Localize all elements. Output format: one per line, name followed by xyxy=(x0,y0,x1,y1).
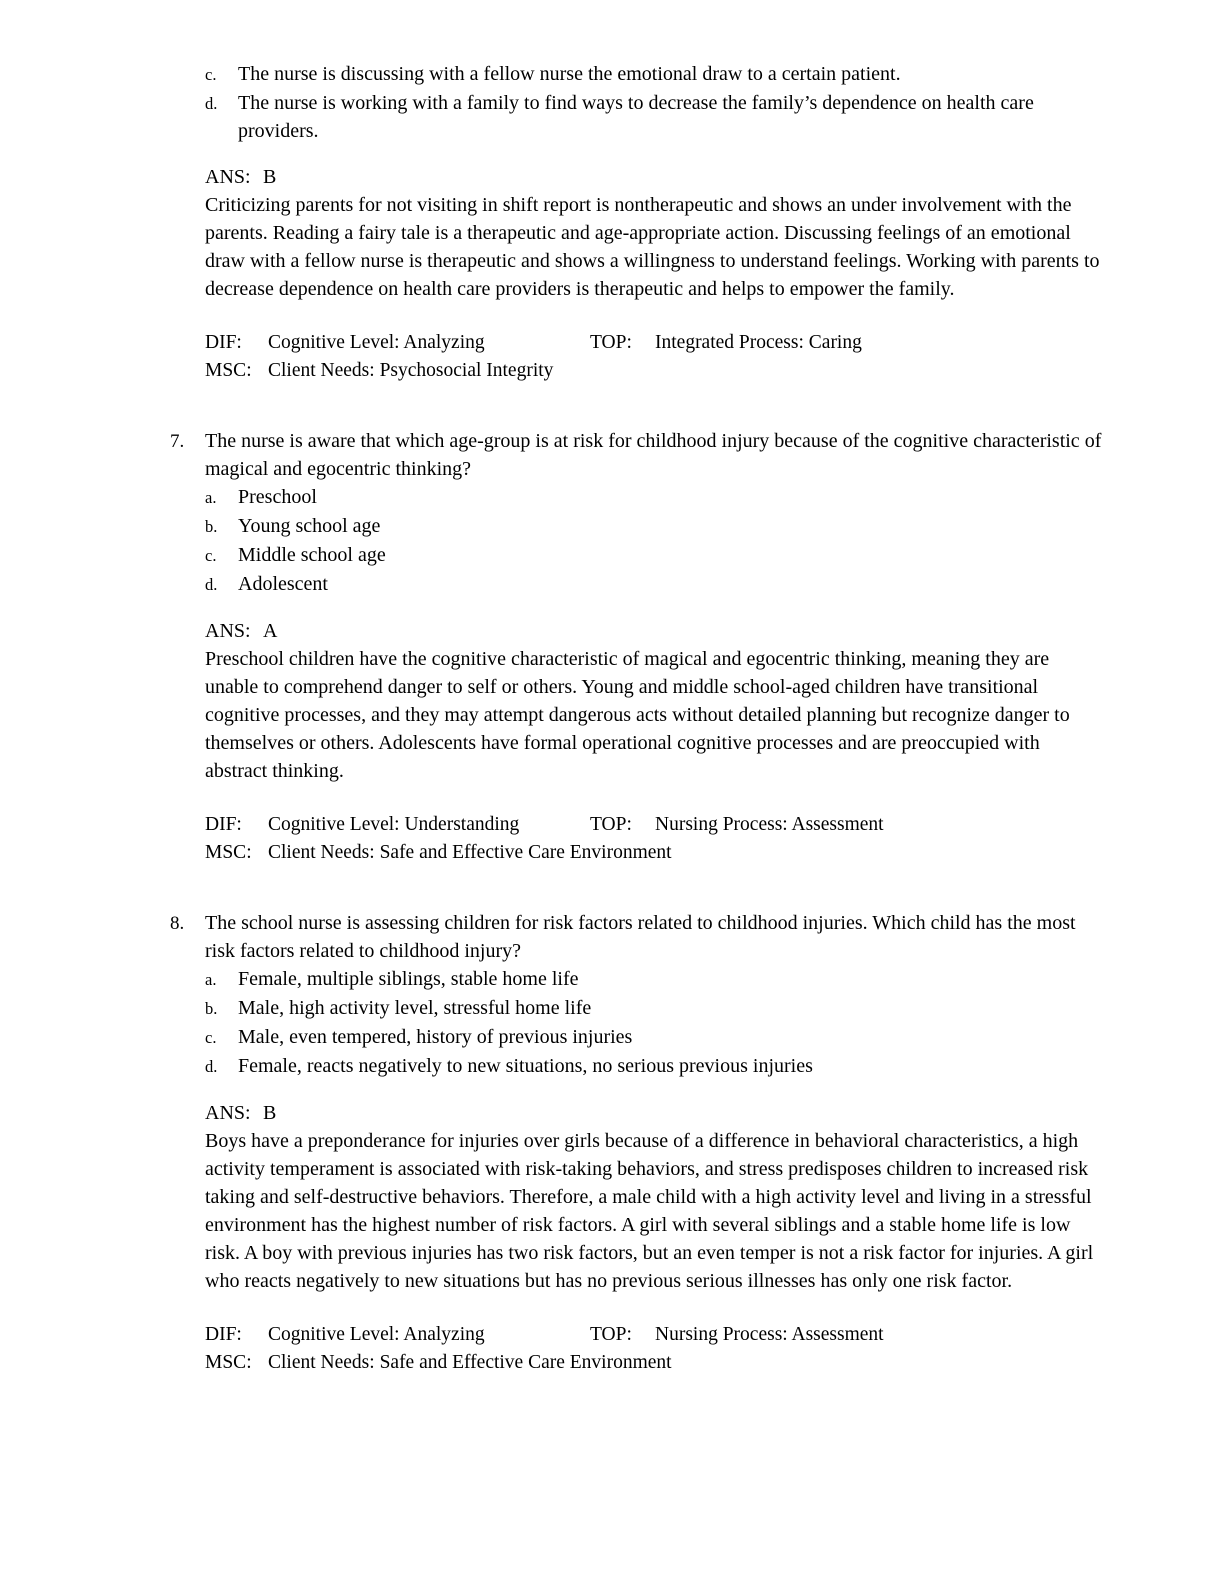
option-text: Male, even tempered, history of previous injuries xyxy=(238,1026,633,1048)
top-value: Nursing Process: Assessment xyxy=(655,1324,884,1345)
answer-value: B xyxy=(263,1102,277,1124)
option-letter: a. xyxy=(205,488,217,507)
answer-line xyxy=(205,1099,1106,1127)
option-letter: d. xyxy=(205,1057,218,1076)
question-stem: The nurse is aware that which age-group is at risk for childhood injury because of the cognitive characteristic of magical and egocentric thinking? xyxy=(205,430,1102,480)
rationale-text: Preschool children have the cognitive characteristic of magical and egocentric thinking, meaning they are unable to comprehend danger to self or others. Young and middle school-aged children have transitional cognitive processes, and they may attempt dangerous acts without detailed planning but recognize danger to themselves or others. Adolescents have formal operational cognitive processes and are preoccupied with abstract thinking. xyxy=(205,648,1070,782)
top-label: TOP: xyxy=(590,1324,632,1345)
msc-label: MSC: xyxy=(205,842,252,863)
metadata-row-dif-top xyxy=(205,811,1106,839)
rationale-text: Boys have a preponderance for injuries over girls because of a difference in behavioral characteristics, a high activity temperament is associated with risk-taking behaviors, and stress predisposes children to increased risk taking and self-destructive behaviors. Therefore, a male child with a high activity level and living in a stressful environment has the highest number of risk factors. A girl with several siblings and a stable home life is low risk. A boy with previous injuries has two risk factors, but an even temper is not a risk factor for injuries. A girl who reacts negatively to new situations but has no previous serious illnesses has only one risk factor. xyxy=(205,1130,1094,1292)
answer-option-c xyxy=(205,541,1106,570)
answer-label: ANS: xyxy=(205,166,251,188)
question-metadata xyxy=(205,329,1106,385)
answer-value: A xyxy=(263,620,278,642)
answer-option-c xyxy=(205,60,1106,89)
top-label: TOP: xyxy=(590,332,632,353)
answer-options xyxy=(205,965,1106,1081)
option-text: Young school age xyxy=(238,515,381,537)
option-letter: d. xyxy=(205,94,218,113)
answer-block xyxy=(205,617,1106,785)
metadata-row-msc xyxy=(205,357,1106,385)
answer-option-a xyxy=(205,965,1106,994)
option-text: Male, high activity level, stressful home life xyxy=(238,997,592,1019)
answer-label: ANS: xyxy=(205,1102,251,1124)
msc-value: Client Needs: Safe and Effective Care Environment xyxy=(268,1352,672,1373)
dif-value: Cognitive Level: Understanding xyxy=(268,814,520,835)
msc-value: Client Needs: Psychosocial Integrity xyxy=(268,360,554,381)
top-value: Nursing Process: Assessment xyxy=(655,814,884,835)
answer-options xyxy=(205,483,1106,599)
answer-option-d xyxy=(205,89,1106,145)
metadata-row-msc xyxy=(205,839,1106,867)
option-letter: b. xyxy=(205,517,218,536)
metadata-row-dif-top xyxy=(205,329,1106,357)
answer-label: ANS: xyxy=(205,620,251,642)
question-number: 8. xyxy=(170,913,185,934)
question-7 xyxy=(170,427,1106,867)
rationale-text: Criticizing parents for not visiting in shift report is nontherapeutic and shows an under involvement with the parents. Reading a fairy tale is a therapeutic and age-appropriate action. Discussing feelings of an emotional draw with a fellow nurse is therapeutic and shows a willingness to understand feelings. Working with parents to decrease dependence on health care providers is therapeutic and helps to empower the family. xyxy=(205,194,1100,300)
option-letter: c. xyxy=(205,65,217,84)
question-number: 7. xyxy=(170,431,185,452)
answer-value: B xyxy=(263,166,277,188)
dif-value: Cognitive Level: Analyzing xyxy=(268,1324,485,1345)
answer-option-b xyxy=(205,512,1106,541)
dif-value: Cognitive Level: Analyzing xyxy=(268,332,485,353)
question-continuation-block xyxy=(205,60,1106,385)
answer-block xyxy=(205,163,1106,303)
question-body xyxy=(205,427,1106,867)
answer-line xyxy=(205,163,1106,191)
option-text: Adolescent xyxy=(238,573,328,595)
msc-label: MSC: xyxy=(205,360,252,381)
option-letter: b. xyxy=(205,999,218,1018)
question-metadata xyxy=(205,811,1106,867)
answer-option-a xyxy=(205,483,1106,512)
option-text: Female, multiple siblings, stable home life xyxy=(238,968,579,990)
answer-option-d xyxy=(205,1052,1106,1081)
option-text: The nurse is discussing with a fellow nurse the emotional draw to a certain patient. xyxy=(238,63,901,85)
answer-option-b xyxy=(205,994,1106,1023)
option-text: The nurse is working with a family to find ways to decrease the family’s dependence on health care providers. xyxy=(238,92,1034,142)
option-letter: d. xyxy=(205,575,218,594)
metadata-row-dif-top xyxy=(205,1321,1106,1349)
option-text: Preschool xyxy=(238,486,317,508)
answer-option-c xyxy=(205,1023,1106,1052)
question-metadata xyxy=(205,1321,1106,1377)
question-stem: The school nurse is assessing children for risk factors related to childhood injuries. Which child has the most risk factors related to childhood injury? xyxy=(205,912,1076,962)
option-letter: c. xyxy=(205,1028,217,1047)
dif-label: DIF: xyxy=(205,814,242,835)
question-body xyxy=(205,909,1106,1377)
metadata-row-msc xyxy=(205,1349,1106,1377)
top-label: TOP: xyxy=(590,814,632,835)
msc-label: MSC: xyxy=(205,1352,252,1373)
msc-value: Client Needs: Safe and Effective Care Environment xyxy=(268,842,672,863)
option-letter: c. xyxy=(205,546,217,565)
dif-label: DIF: xyxy=(205,332,242,353)
answer-option-d xyxy=(205,570,1106,599)
option-text: Middle school age xyxy=(238,544,386,566)
answer-line xyxy=(205,617,1106,645)
question-8 xyxy=(170,909,1106,1377)
top-value: Integrated Process: Caring xyxy=(655,332,862,353)
answer-options xyxy=(205,60,1106,145)
option-text: Female, reacts negatively to new situations, no serious previous injuries xyxy=(238,1055,813,1077)
dif-label: DIF: xyxy=(205,1324,242,1345)
answer-block xyxy=(205,1099,1106,1295)
option-letter: a. xyxy=(205,970,217,989)
